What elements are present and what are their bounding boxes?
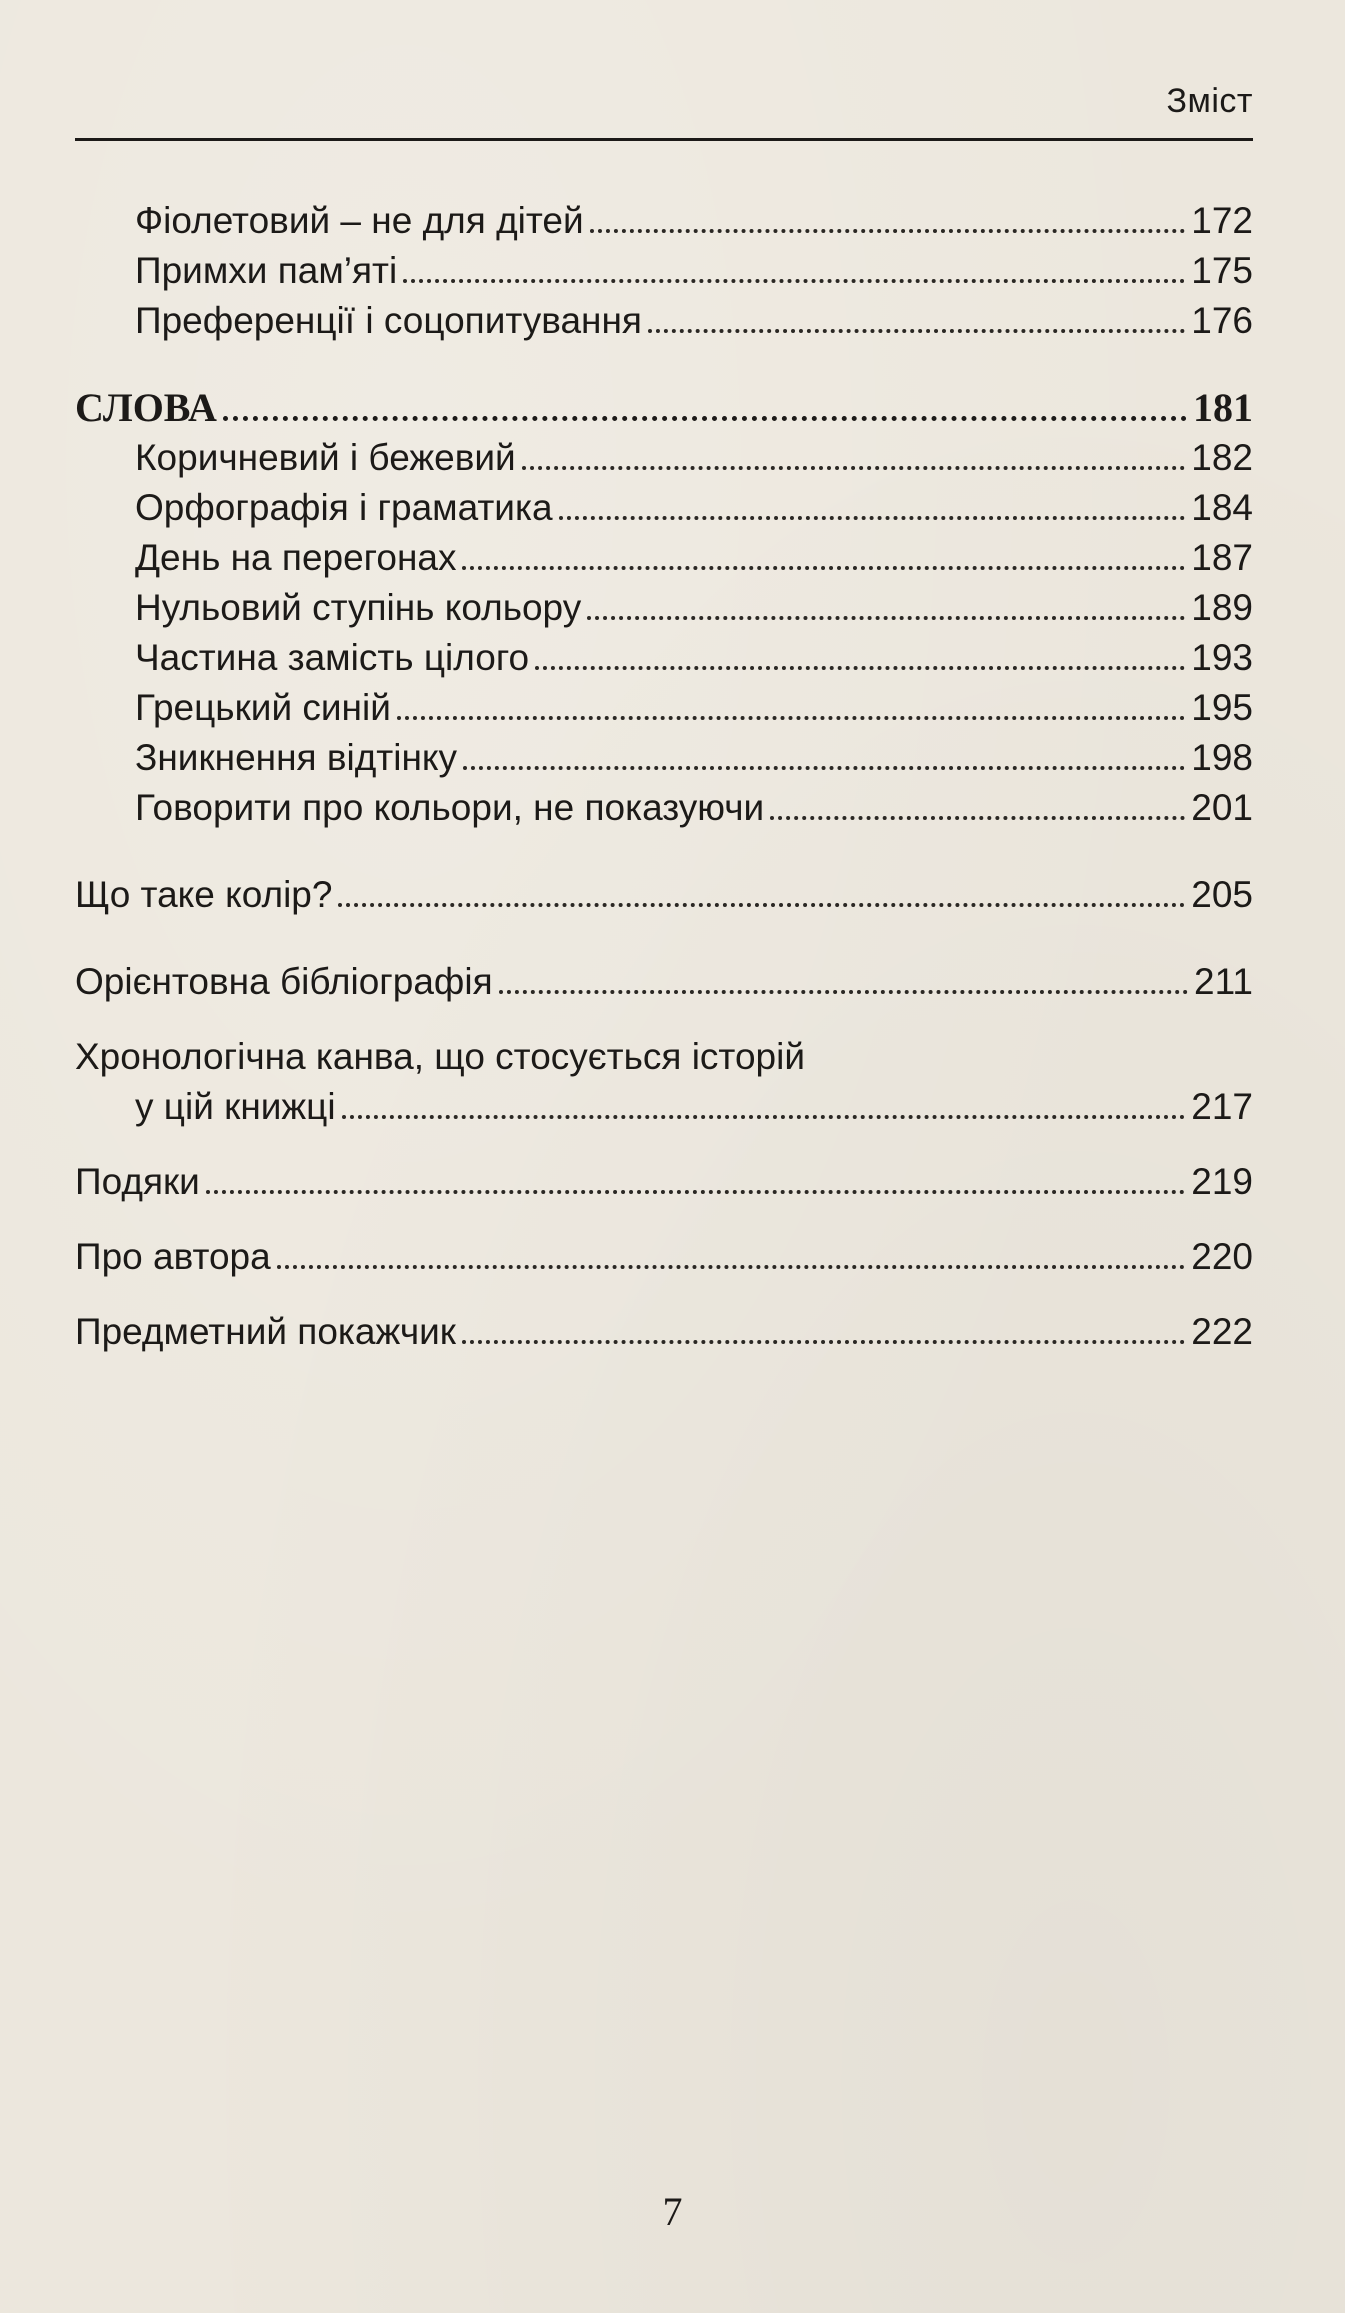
toc-entry-title: Про автора — [75, 1236, 271, 1277]
dot-leader — [499, 990, 1188, 994]
dot-leader — [223, 416, 1187, 421]
toc-entry-title: Говорити про кольори, не показуючи — [135, 787, 765, 828]
dot-leader — [559, 516, 1186, 520]
toc-entry-title: Орієнтовна бібліографія — [75, 961, 493, 1002]
toc-entry-page: 175 — [1191, 250, 1253, 291]
toc-entry-page: 220 — [1191, 1236, 1253, 1277]
toc-entry-page: 184 — [1191, 487, 1253, 528]
toc-entry-title: Фіолетовий – не для дітей — [135, 200, 584, 241]
toc-entry-title: День на перегонах — [135, 537, 457, 578]
toc-entry-page: 198 — [1191, 737, 1253, 778]
running-head: Зміст — [1166, 82, 1253, 120]
toc-entry-title: Грецький синій — [135, 687, 391, 728]
toc-entry-chronology-line1 — [75, 1032, 1253, 1082]
dot-leader — [397, 716, 1185, 720]
toc-entry — [75, 733, 1253, 783]
header-rule — [75, 138, 1253, 141]
spacer — [75, 1282, 1253, 1307]
dot-leader — [535, 666, 1185, 670]
toc-entry-title: Орфографія і граматика — [135, 487, 553, 528]
toc-entry-page: 211 — [1194, 961, 1253, 1002]
spacer — [75, 833, 1253, 870]
toc-entry-page: 193 — [1191, 637, 1253, 678]
toc-entry — [75, 633, 1253, 683]
dot-leader — [206, 1190, 1185, 1194]
dot-leader — [770, 816, 1185, 820]
toc-entry-acknowledgements — [75, 1157, 1253, 1207]
dot-leader — [590, 229, 1186, 233]
toc-entry — [75, 533, 1253, 583]
toc-entry-title: Примхи пам’яті — [135, 250, 398, 291]
toc-entry-chronology-line2 — [75, 1082, 1253, 1132]
dot-leader — [338, 903, 1185, 907]
toc-entry-title: Коричневий і бежевий — [135, 437, 516, 478]
toc-part-title: СЛОВА — [75, 385, 217, 430]
toc-entry — [75, 246, 1253, 296]
toc-entry-page: 172 — [1191, 200, 1253, 241]
toc-entry-page: 187 — [1191, 537, 1253, 578]
toc-entry-page: 189 — [1191, 587, 1253, 628]
toc-entry-page: 219 — [1191, 1161, 1253, 1202]
toc-entry — [75, 583, 1253, 633]
spacer — [75, 346, 1253, 383]
table-of-contents — [75, 196, 1253, 1357]
dot-leader — [648, 329, 1185, 333]
dot-leader — [522, 466, 1186, 470]
dot-leader — [587, 616, 1185, 620]
toc-entry-page: 182 — [1191, 437, 1253, 478]
dot-leader — [462, 566, 1185, 570]
toc-entry-bibliography — [75, 957, 1253, 1007]
toc-entry-title: Нульовий ступінь кольору — [135, 587, 582, 628]
toc-entry-title: Що таке колір? — [75, 874, 333, 915]
dot-leader — [342, 1115, 1186, 1119]
toc-entry-title: Преференції і соцопитування — [135, 300, 642, 341]
spacer — [75, 1132, 1253, 1157]
toc-entry — [75, 433, 1253, 483]
toc-entry-page: 217 — [1191, 1086, 1253, 1127]
spacer — [75, 1207, 1253, 1232]
spacer — [75, 920, 1253, 957]
toc-entry-title: Подяки — [75, 1161, 200, 1202]
toc-entry-about-author — [75, 1232, 1253, 1282]
dot-leader — [463, 766, 1185, 770]
toc-entry-title-continued: у цій книжці — [135, 1086, 336, 1127]
toc-entry-subject-index — [75, 1307, 1253, 1357]
toc-entry-title: Хронологічна канва, що стосується історій — [75, 1036, 805, 1077]
toc-entry-page: 176 — [1191, 300, 1253, 341]
dot-leader — [403, 279, 1185, 283]
toc-entry-title: Предметний покажчик — [75, 1311, 456, 1352]
toc-entry-title: Зникнення відтінку — [135, 737, 457, 778]
toc-entry — [75, 196, 1253, 246]
toc-entry-page: 222 — [1191, 1311, 1253, 1352]
toc-entry — [75, 683, 1253, 733]
dot-leader — [462, 1340, 1185, 1344]
toc-entry-page: 205 — [1191, 874, 1253, 915]
toc-entry-page: 195 — [1191, 687, 1253, 728]
spacer — [75, 1007, 1253, 1032]
dot-leader — [277, 1265, 1186, 1269]
page-number: 7 — [662, 2189, 683, 2234]
toc-entry-page: 201 — [1191, 787, 1253, 828]
toc-entry — [75, 296, 1253, 346]
toc-entry-title: Частина замість цілого — [135, 637, 530, 678]
toc-entry — [75, 783, 1253, 833]
toc-part-heading — [75, 383, 1253, 433]
toc-part-page: 181 — [1193, 385, 1253, 430]
toc-entry — [75, 483, 1253, 533]
toc-entry-what-is-color — [75, 870, 1253, 920]
